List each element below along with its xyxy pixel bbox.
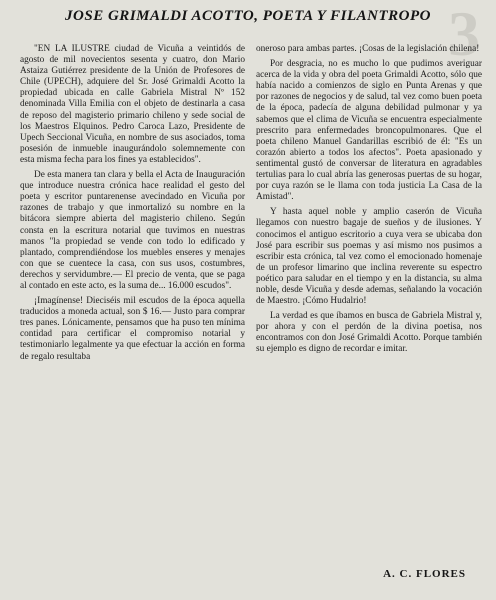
author-signature: A. C. FLORES (383, 568, 466, 580)
paragraph: oneroso para ambas partes. ¡Cosas de la legislación chilena! (256, 44, 480, 54)
paragraph: La verdad es que íbamos en busca de Gabriela Mistral y, por ahora y con el perdón de la divina poetisa, nos encontramos con don José Grimaldi Acotto. Porque también su ejemplo es digno de recordar e imitar. (256, 311, 482, 355)
article-headline: JOSE GRIMALDI ACOTTO, POETA Y FILANTROPO (65, 8, 431, 24)
paragraph: Por desgracia, no es mucho lo que pudimos averiguar acerca de la vida y obra del poeta Grimaldi Acotto, sólo que había nacido a comienzos de siglo en Punta Arenas y que por razones de negocios y de salud, tal vez como buen poeta de la época, padecía de alguna debilidad pulmonar y ya sabemos que el clima de Vicuña se encuentra especialmente prescrito para enfermedades broncopulmonares. Que el poeta chileno Manuel Gandarillas escribió de él: "Es un corazón abierto a todos los afectos". Poeta apasionado y sentimental gustó de conversar de literatura en agradables tertulias para lo cual abría las generosas puertas de su hogar, por cuya razón se le llama con toda justicia La Casa de la Amistad". (256, 59, 482, 203)
left-column (20, 44, 245, 367)
paragraph: Y hasta aquel noble y amplio caserón de Vicuña llegamos con nuestro bagaje de sueños y de ilusiones. Y conocimos el antiguo escritorio a cuya vera se ubicaba don José para escribir sus poemas y así mismo nos pusimos a escribir esta crónica, tal vez como el emocionado homenaje de un profesor limarino que inclina reverente su espectro poético para saludar en el tiempo y en la distancia, su alma noble, desde Vicuña y desde ademas, señalando la vocación de Maestro. ¡Cómo Hudalrio! (256, 207, 482, 307)
paragraph: "EN LA ILUSTRE ciudad de Vicuña a veintidós de agosto de mil novecientos sesenta y cuatro, don Mario Astaiza Gutiérrez presidente de la Unión de Profesores de Chile (UPECH), adquiere del Sr. José Grimaldi Acotto la propiedad ubicada en calle Gabriela Mistral Nº 152 denominada Villa Emilia con el objeto de destinarla a casa de reposo del magisterio primario chileno y sede social de los Maestros Elquinos. Pedro Caroca Lazo, Presidente de Upech Seccional Vicuña, en nombre de sus asociados, toma posesión de inmueble inaugurándolo solemnemente con esta misma fecha para los fines ya establecidos". (20, 44, 245, 165)
paragraph: ¡Imagínense! Dieciséis mil escudos de la época aquella traducidos a moneda actual, son $ 16.— Justo para comprar tres panes. Lónicamente, pensamos que ha puso ten mínima contidad para certificar el compromiso notarial y testimoniarlo legalmente ya que efectuar la acción en forma de regalo resultaba (20, 296, 245, 362)
bleed-through-masthead: 3 (448, 0, 482, 69)
right-column (256, 44, 482, 360)
paragraph: De esta manera tan clara y bella el Acta de Inauguración que introduce nuestra crónica hace realidad el gesto del poeta y escritor puntarenense avecindado en Vicuña por razones de trabajo y que inmortalizó su nombre en la bitácora siempre abierta del magisterio chileno. Según consta en la escritura notarial que tuvimos en nuestras manos "la propiedad se vende con todo lo edificado y plantado, comprendiéndose los muebles enseres y menajes con que se cuentece la casa, con sus usos, costumbres, derechos y servidumbre.— El precio de venta, que se paga al contado en este acto, es la suma de... 16.000 escudos". (20, 170, 245, 291)
